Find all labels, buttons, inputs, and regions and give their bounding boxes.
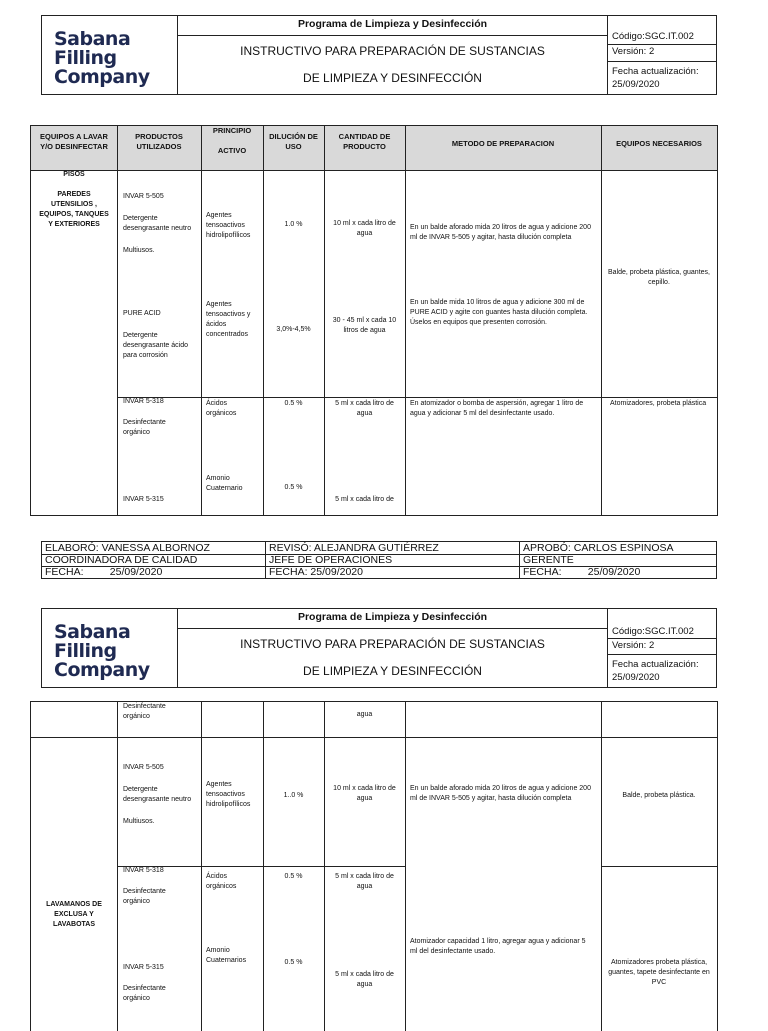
col-header-equipos-necesarios: EQUIPOS NECESARIOS — [616, 139, 702, 148]
preparation-method: En un balde aforado mida 20 litros de agua y adicione 200 ml de INVAR 5-505 y agitar, hasta dilución completa — [410, 785, 591, 802]
col-header-productos: PRODUCTOS UTILIZADOS — [135, 132, 183, 151]
product-name: INVAR 5-505 — [123, 193, 164, 200]
doc-version: Versión: 2 — [612, 46, 655, 57]
active-principle: Ácidos orgánicos — [206, 400, 237, 417]
product-name: INVAR 5-318 — [123, 867, 164, 874]
signature-block — [41, 541, 717, 579]
update-date-label: Fecha actualización: — [612, 659, 699, 670]
product-name: INVAR 5-315 — [123, 496, 164, 503]
dilution: 0.5 % — [284, 959, 303, 966]
approved-by: APROBÓ: CARLOS ESPINOSA — [523, 542, 674, 554]
col-header-equipos: EQUIPOS A LAVAR Y/O DESINFECTAR — [40, 132, 108, 151]
active-principle: Amonio Cuaternarios — [206, 947, 247, 964]
required-equipment: Balde, probeta plástica. — [622, 792, 696, 799]
doc-title-line1: INSTRUCTIVO PARA PREPARACIÓN DE SUSTANCIAS — [240, 637, 545, 651]
quantity: 10 ml x cada litro de agua — [333, 785, 396, 802]
product-description: Desinfectante orgánico — [123, 888, 166, 905]
quantity: 30 - 45 ml x cada 10 litros de agua — [332, 317, 397, 334]
program-title: Programa de Limpieza y Desinfección — [178, 609, 607, 629]
quantity: 5 ml x cada litro de agua — [335, 400, 394, 417]
product-name: INVAR 5-505 — [123, 764, 164, 771]
company-logo: Sabana Filling Company — [42, 609, 178, 687]
quantity: 5 ml x cada litro de agua — [335, 873, 394, 890]
doc-version: Versión: 2 — [612, 640, 655, 651]
document-header — [41, 15, 717, 95]
doc-code: Código:SGC.IT.002 — [612, 626, 694, 637]
prepared-by-role: COORDINADORA DE CALIDAD — [45, 554, 198, 566]
preparation-method: En atomizador o bomba de aspersión, agregar 1 litro de agua y adicionar 5 ml del desinfectante usado. — [410, 400, 584, 417]
document-header — [41, 608, 717, 688]
doc-title-line2: DE LIMPIEZA Y DESINFECCIÓN — [303, 71, 482, 85]
doc-code: Código:SGC.IT.002 — [612, 31, 694, 42]
product-description: Detergente desengrasante ácido para corrosión — [123, 332, 188, 359]
required-equipment: Atomizadores probeta plástica, guantes, tapete desinfectante en PVC — [608, 959, 710, 986]
cleaning-table-continued — [30, 701, 718, 1031]
preparation-method: En un balde mida 10 litros de agua y adicione 300 ml de PURE ACID y agite con guantes hasta dilución completa. Úselos en equipos que presenten corrosión. — [410, 299, 588, 326]
col-header-metodo: METODO DE PREPARACION — [451, 139, 555, 148]
reviewed-by: REVISÓ: ALEJANDRA GUTIÉRREZ — [269, 542, 439, 554]
dilution: 0.5 % — [284, 484, 303, 491]
product-description: Desinfectante orgánico — [123, 985, 166, 1002]
dilution: 1..0 % — [283, 792, 304, 799]
preparation-method: En un balde aforado mida 20 litros de agua y adicione 200 ml de INVAR 5-505 y agitar, hasta dilución completa — [410, 224, 591, 241]
dilution: 0.5 % — [284, 400, 303, 407]
active-principle: Agentes tensoactivos y ácidos concentrados — [206, 301, 251, 338]
prepared-by: ELABORÓ: VANESSA ALBORNOZ — [45, 542, 210, 554]
product-extra: Multiusos. — [123, 818, 155, 825]
reviewed-date: FECHA: 25/09/2020 — [269, 566, 363, 578]
area-description: LAVAMANOS DE EXCLUSA Y LAVABOTAS — [46, 901, 102, 928]
col-header-principio: PRINCIPIO ACTIVO — [212, 126, 252, 155]
product-description: Desinfectante orgánico — [123, 419, 166, 436]
area-title: PISOS — [63, 171, 85, 178]
dilution: 3,0%-4,5% — [276, 326, 311, 333]
product-extra: Multiusos. — [123, 247, 155, 254]
dilution: 0.5 % — [284, 873, 303, 880]
product-name: INVAR 5-315 — [123, 964, 164, 971]
quantity: 5 ml x cada litro de agua — [335, 971, 394, 988]
reviewed-by-role: JEFE DE OPERACIONES — [269, 554, 393, 566]
quantity: 5 ml x cada litro de — [335, 496, 394, 503]
doc-title-line2: DE LIMPIEZA Y DESINFECCIÓN — [303, 664, 482, 678]
company-logo: Sabana Filling Company — [42, 16, 178, 94]
active-principle: Amonio Cuaternario — [206, 475, 243, 492]
prepared-date: FECHA: 25/09/2020 — [45, 566, 163, 578]
cleaning-table — [30, 125, 718, 516]
col-header-dilucion: DILUCIÓN DE USO — [269, 132, 318, 151]
product-description: Detergente desengrasante neutro — [123, 215, 192, 232]
active-principle: Agentes tensoactivos hidrolipofílicos — [206, 212, 251, 239]
active-principle: Ácidos orgánicos — [206, 873, 237, 890]
update-date-value: 25/09/2020 — [612, 79, 660, 90]
quantity: 10 ml x cada litro de agua — [333, 220, 396, 237]
preparation-method: Atomizador capacidad 1 litro, agregar agua y adicionar 5 ml del desinfectante usado. — [410, 938, 586, 955]
doc-title-line1: INSTRUCTIVO PARA PREPARACIÓN DE SUSTANCIAS — [240, 44, 545, 58]
approved-by-role: GERENTE — [523, 554, 574, 566]
area-description: PAREDES UTENSILIOS , EQUIPOS, TANQUES Y EXTERIORES — [39, 191, 109, 228]
product-description: Desinfectante orgánico — [123, 703, 166, 720]
product-name: PURE ACID — [123, 310, 161, 317]
col-header-cantidad: CANTIDAD DE PRODUCTO — [338, 132, 391, 151]
required-equipment: Balde, probeta plástica, guantes, cepillo. — [608, 269, 710, 286]
product-name: INVAR 5-318 — [123, 398, 164, 405]
approved-date: FECHA: 25/09/2020 — [523, 566, 641, 578]
dilution: 1.0 % — [284, 221, 303, 228]
active-principle: Agentes tensoactivos hidrolipofílicos — [206, 781, 251, 808]
program-title: Programa de Limpieza y Desinfección — [178, 16, 607, 36]
quantity: agua — [356, 711, 373, 718]
required-equipment: Atomizadores, probeta plástica — [610, 400, 707, 407]
update-date-label: Fecha actualización: — [612, 66, 699, 77]
update-date-value: 25/09/2020 — [612, 672, 660, 683]
product-description: Detergente desengrasante neutro — [123, 786, 192, 803]
